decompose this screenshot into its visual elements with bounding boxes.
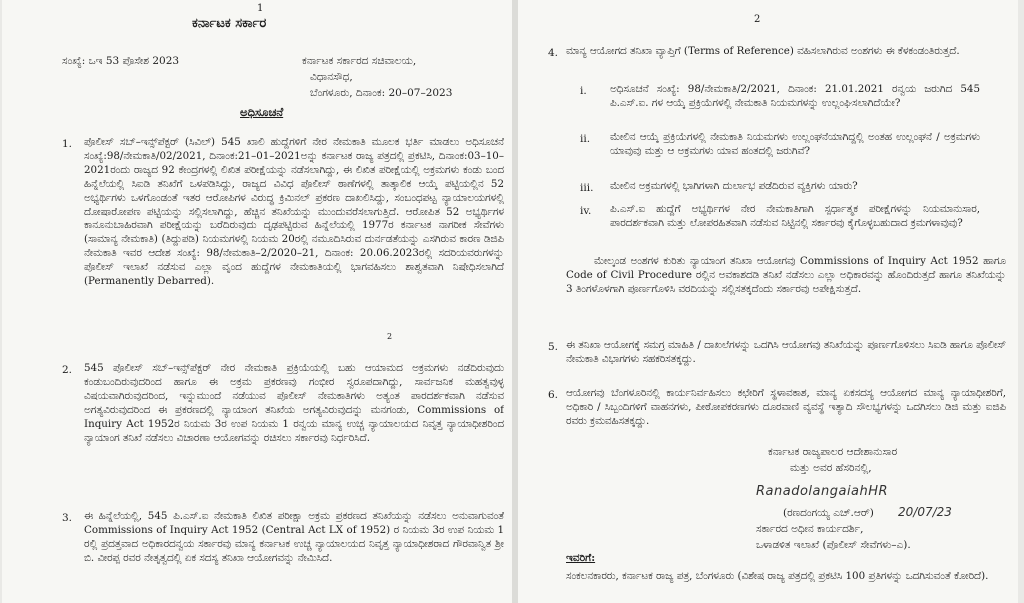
signatory-name: (ರಣದಂಗಯ್ಯ ಎಚ್.ಆರ್) — [783, 507, 874, 519]
paragraph-4-closing: ಮೇಲ್ಕಂಡ ಅಂಶಗಳ ಕುರಿತು ನ್ಯಾಯಾಂಗ ತನಿಖಾ ಆಯೋಗವು Commissions of Inquiry Act 1952 ಹಾಗೂ Code of Civil Procedure ರಲ್ಲಿನ ಅವಕಾಶದಡಿ ತನಿಖೆ ನಡೆಸಲು ಎಲ್ಲಾ ಅಧಿಕಾರವನ್ನು ಹೊಂದಿರುತ್ತದೆ ಹಾಗೂ ತನಿಖೆಯನ್ನು 3 ತಿಂಗಳೊಳಗಾಗಿ ಪೂರ್ಣಗೊಳಿಸಿ ವರದಿಯನ್ನು ಸಲ್ಲಿಸತಕ್ಕದೆಂದು ಸರ್ಕಾರವು ಅಪೇಕ್ಷಿಸುತ್ತದೆ. — [566, 255, 1006, 295]
right-document-page — [518, 0, 1018, 603]
paragraph-1-number: 1. — [62, 138, 73, 150]
address-line-3: ಬೆಂಗಳೂರು, ದಿನಾಂಕ: 20–07–2023 — [310, 87, 453, 99]
paragraph-2-number: 2. — [62, 364, 73, 376]
government-title: ಕರ್ನಾಟಕ ಸರ್ಕಾರ — [192, 16, 267, 31]
paragraph-4-intro: ಮಾನ್ಯ ಆಯೋಗದ ತನಿಖಾ ವ್ಯಾಪ್ತಿಗೆ (Terms of Reference) ವಹಿಸಲಾಗಿರುವ ಅಂಶಗಳು ಈ ಕೆಳಕಂಡಂತಿರುತ್ತದೆ. — [566, 45, 960, 57]
page-number: 1 — [257, 3, 264, 14]
signatory-title: ಸರ್ಕಾರದ ಅಧೀನ ಕಾರ್ಯದರ್ಶಿ, — [756, 523, 864, 535]
paragraph-5-number: 5. — [548, 341, 559, 353]
paragraph-1-text: ಪೊಲೀಸ್ ಸಬ್–ಇನ್ಸ್‌ಪೆಕ್ಟರ್ (ಸಿವಿಲ್) 545 ಖಾಲಿ ಹುದ್ದೆಗಳಿಗೆ ನೇರ ನೇಮಕಾತಿ ಮೂಲಕ ಭರ್ತಿ ಮಾಡಲು ಅಧಿಸೂಚನೆ ಸಂಖ್ಯೆ:98/ನೇಮಕಾತಿ/02/2021, ದಿನಾಂಕ:21–01–2021ಅನ್ನು ಕರ್ನಾಟಕ ರಾಜ್ಯ ಪತ್ರದಲ್ಲಿ ಪ್ರಕಟಿಸಿ, ದಿನಾಂಕ:03–10–2021ರಂದು ರಾಜ್ಯದ 92 ಕೇಂದ್ರಗಳಲ್ಲಿ ಲಿಖಿತ ಪರೀಕ್ಷೆಯನ್ನು ನಡೆಸಲಾಗಿದ್ದು, ಈ ಲಿಖಿತ ಪರೀಕ್ಷೆಯಲ್ಲಿ ಅಕ್ರಮಗಳು ಕಂಡು ಬಂದ ಹಿನ್ನೆಲೆಯಲ್ಲಿ ಸಿಐಡಿ ತನಿಖೆಗೆ ಒಳಪಡಿಸಿದ್ದು, ರಾಜ್ಯದ ವಿವಿಧ ಪೊಲೀಸ್ ಠಾಣೆಗಳಲ್ಲಿ ತಾತ್ಕಾಲಿಕ ಆಯ್ಕೆ ಪಟ್ಟಿಯಲ್ಲಿನ 52 ಅಭ್ಯರ್ಥಿಗಳು ಒಳಗೊಂಡಂತೆ ಇತರ ಆರೋಪಿಗಳ ವಿರುದ್ಧ ಕ್ರಿಮಿನಲ್ ಪ್ರಕರಣ ದಾಖಲಿಸಿದ್ದು, ಸಂಬಂಧಪಟ್ಟ ನ್ಯಾಯಾಲಯಗಳಲ್ಲಿ ದೋಷಾರೋಪಣ ಪಟ್ಟಿಯನ್ನು ಸಲ್ಲಿಸಲಾಗಿದ್ದು, ಹೆಚ್ಚಿನ ತನಿಖೆಯನ್ನು ಮುಂದುವರೆಸಲಾಗುತ್ತಿದೆ. ಆರೋಪಿತ 52 ಅಭ್ಯರ್ಥಿಗಳ ಕಾನೂನುಬಾಹಿರವಾಗಿ ಪರೀಕ್ಷೆಯನ್ನು ಬರೆದಿರುವುದು ದೃಢಪಟ್ಟಿರುವ ಹಿನ್ನೆಲೆಯಲ್ಲಿ 1977ರ ಕರ್ನಾಟಕ ನಾಗರೀಕ ಸೇವೆಗಳು (ಸಾಮಾನ್ಯ ನೇಮಕಾತಿ) (ತಿದ್ದುಪಡಿ) ನಿಯಮಗಳಲ್ಲಿ ನಿಯಮ 20ರಲ್ಲಿ ನಮೂದಿಸಿರುವ ದುರ್ನಡತೆಯನ್ನು ಎಸಗಿರುವ ಕಾರಣ ಡಿಜಿಪಿ ನೇಮಕಾತಿ ಇವರ ಆದೇಶ ಸಂಖ್ಯೆ: 98/ನೇಮಕಾತಿ–2/2020–21, ದಿನಾಂಕ: 20.06.2023ರಲ್ಲಿ ಸದರಿಯವರುಗಳನ್ನು ಪೊಲೀಸ್ ಇಲಾಖೆ ನಡೆಸುವ ಎಲ್ಲಾ ವೃಂದ ಹುದ್ದೆಗಳ ನೇಮಕಾತಿಯಲ್ಲಿ ಭಾಗವಹಿಸಲು ಶಾಶ್ವತವಾಗಿ ನಿಷೇಧಿಸಲಾಗಿದೆ (Permanently Debarred). — [84, 136, 504, 288]
term-3-text: ಮೇಲಿನ ಅಕ್ರಮಗಳಲ್ಲಿ ಭಾಗಿಗಳಾಗಿ ದುರ್ಲಾಭ ಪಡೆದಿರುವ ವ್ಯಕ್ತಿಗಳು ಯಾರು? — [610, 180, 858, 192]
paragraph-6-text: ಆಯೋಗವು ಬೆಂಗಳೂರಿನಲ್ಲಿ ಕಾರ್ಯನಿರ್ವಹಿಸಲು ಕಛೇರಿಗೆ ಸ್ಥಳಾವಕಾಶ, ಮಾನ್ಯ ಏಕಸದಸ್ಯ ಆಯೋಗದ ಮಾನ್ಯ ನ್ಯಾಯಾಧೀಶರಿಗೆ, ಅಧಿಕಾರಿ / ಸಿಬ್ಬಂದಿಗಳಿಗೆ ವಾಹನಗಳು, ಪೀಠೋಪಕರಣಗಳು ದೂರವಾಣಿ ವ್ಯವಸ್ಥೆ ಇತ್ಯಾದಿ ಸೌಲಭ್ಯಗಳನ್ನು ಒದಗಿಸಲು ಡಿಜಿ ಮತ್ತು ಐಜಿಪಿ ರವರು ಕ್ರಮವಹಿಸತಕ್ಕದ್ದು. — [566, 387, 1006, 427]
notification-heading: ಅಧಿಸೂಚನೆ — [240, 105, 284, 119]
term-1-text: ಅಧಿಸೂಚನೆ ಸಂಖ್ಯೆ: 98/ನೇಮಕಾತಿ/2/2021, ದಿನಾಂಕ: 21.01.2021 ರನ್ವಯ ಜರುಗಿದ 545 ಪಿ.ಎಸ್.ಐ. ಗಳ ಆಯ್ಕೆ ಪ್ರಕ್ರಿಯೆಗಳಲ್ಲಿ ನೇಮಕಾತಿ ನಿಯಮಗಳನ್ನು ಉಲ್ಲಂಘಿಸಲಾಗಿದೆಯೇ? — [610, 83, 980, 109]
order-line-1: ಕರ್ನಾಟಕ ರಾಜ್ಯಪಾಲರ ಆದೇಶಾನುಸಾರ — [768, 446, 898, 458]
order-line-2: ಮತ್ತು ಅವರ ಹೆಸರಿನಲ್ಲಿ, — [790, 462, 872, 474]
term-4-text: ಪಿ.ಎಸ್.ಐ ಹುದ್ದೆಗೆ ಅಭ್ಯರ್ಥಿಗಳ ನೇರ ನೇಮಕಾತಿಗಾಗಿ ಸ್ಪರ್ಧಾತ್ಮಕ ಪರೀಕ್ಷೆಗಳನ್ನು ನಿಯಮಾನುಸಾರ, ಪಾರದರ್ಶಕವಾಗಿ ಮತ್ತು ಲೋಪರಹಿತವಾಗಿ ನಡೆಸುವ ನಿಟ್ಟಿನಲ್ಲಿ ಸರ್ಕಾರವು ಕೈಗೊಳ್ಳಬಹುದಾದ ಕ್ರಮಗಳಾವುವು? — [610, 203, 980, 229]
term-2-text: ಮೇಲಿನ ಆಯ್ಕೆ ಪ್ರಕ್ರಿಯೆಗಳಲ್ಲಿ ನೇಮಕಾತಿ ನಿಯಮಗಳು ಉಲ್ಲಂಘನೆಯಾಗಿದ್ದಲ್ಲಿ ಅಂತಹ ಉಲ್ಲಂಘನೆ / ಅಕ್ರಮಗಳು ಯಾವುವು ಮತ್ತು ಆ ಅಕ್ರಮಗಳು ಯಾವ ಹಂತದಲ್ಲಿ ಜರುಗಿವೆ? — [610, 131, 980, 157]
copy-to-heading: ಇವರಿಗೆ: — [566, 552, 596, 564]
paragraph-4-number: 4. — [548, 47, 559, 59]
address-line-2: ವಿಧಾನಸೌಧ, — [310, 71, 353, 83]
paragraph-6-number: 6. — [548, 389, 559, 401]
page-number: 2 — [754, 14, 761, 25]
term-1-number: i. — [580, 85, 587, 97]
term-3-number: iii. — [580, 182, 594, 194]
address-line-1: ಕರ್ನಾಟಕ ಸರ್ಕಾರದ ಸಚಿವಾಲಯ, — [302, 55, 417, 67]
page-marker: 2 — [387, 332, 393, 341]
paragraph-2-text: 545 ಪೊಲೀಸ್ ಸಬ್–ಇನ್ಸ್‌ಪೆಕ್ಟರ್ ನೇರ ನೇಮಕಾತಿ ಪ್ರಕ್ರಿಯೆಯಲ್ಲಿ ಬಹು ಆಯಾಮದ ಅಕ್ರಮಗಳು ನಡೆದಿರುವುದು ಕಂಡುಬಂದಿರುವುದರಿಂದ ಹಾಗೂ ಈ ಅಕ್ರಮ ಪ್ರಕರಣವು ಗಂಭೀರ ಸ್ವರೂಪದಾಗಿದ್ದು, ಸಾರ್ವಜನಿಕ ಮಹತ್ವವುಳ್ಳ ವಿಷಯವಾಗಿರುವುದರಿಂದ, ಇನ್ನುಮುಂದೆ ನಡೆಯುವ ಪೊಲೀಸ್ ನೇಮಕಾತಿಗಳು ಅತ್ಯಂತ ಪಾರದರ್ಶಕವಾಗಿ ನಡೆಸುವ ಅಗತ್ಯವಿರುವುದರಿಂದ ಈ ಪ್ರಕರಣದಲ್ಲಿ ನ್ಯಾಯಾಂಗ ತನಿಖೆಯ ಅಗತ್ಯವಿರುವುದನ್ನು ಮನಗಂಡು, Commissions of Inquiry Act 1952ರ ನಿಯಮ 3ರ ಉಪ ನಿಯಮ 1 ರನ್ವಯ ಮಾನ್ಯ ಉಚ್ಚ ನ್ಯಾಯಾಲಯದ ನಿವೃತ್ತ ನ್ಯಾಯಾಧೀಶರಿಂದ ನ್ಯಾಯಾಂಗ ತನಿಖೆ ನಡೆಸಲು ವಿಚಾರಣಾ ಆಯೋಗವನ್ನು ರಚಿಸಲು ಸರ್ಕಾರವು ನಿರ್ಧರಿಸಿದೆ. — [84, 362, 504, 444]
left-document-page — [2, 0, 512, 603]
paragraph-3-number: 3. — [62, 512, 73, 524]
paragraph-3-text: ಈ ಹಿನ್ನೆಲೆಯಲ್ಲಿ, 545 ಪಿ.ಎಸ್.ಐ ನೇಮಕಾತಿ ಲಿಖಿತ ಪರೀಕ್ಷಾ ಅಕ್ರಮ ಪ್ರಕರಣದ ತನಿಖೆಯನ್ನು ನಡೆಸಲು ಅನುವಾಗುವಂತೆ Commissions of Inquiry Act 1952 (Central Act LX of 1952) ರ ನಿಯಮ 3ರ ಉಪ ನಿಯಮ 1 ರಲ್ಲಿ ಪ್ರದತ್ತವಾದ ಅಧಿಕಾರದನ್ವಯ ಸರ್ಕಾರವು ಮಾನ್ಯ ಕರ್ನಾಟಕ ಉಚ್ಚ ನ್ಯಾಯಾಲಯದ ನಿವೃತ್ತ ನ್ಯಾಯಾಧೀಶರಾದ ಗೌರವಾನ್ವಿತ ಶ್ರೀ ಬಿ. ವೀರಪ್ಪ ರವರ ನೇತೃತ್ವದಲ್ಲಿ ಏಕ ಸದಸ್ಯ ತನಿಖಾ ಆಯೋಗವನ್ನು ನೇಮಿಸಿದೆ. — [84, 510, 504, 564]
copy-to-text: ಸಂಕಲನಕಾರರು, ಕರ್ನಾಟಕ ರಾಜ್ಯ ಪತ್ರ, ಬೆಂಗಳೂರು (ವಿಶೇಷ ರಾಜ್ಯ ಪತ್ರದಲ್ಲಿ ಪ್ರಕಟಿಸಿ 100 ಪ್ರತಿಗಳನ್ನು ಒದಗಿಸುವಂತೆ ಕೋರಿದೆ). — [566, 570, 989, 582]
term-2-number: ii. — [580, 133, 591, 145]
paragraph-5-text: ಈ ತನಿಖಾ ಆಯೋಗಕ್ಕೆ ಸಮಗ್ರ ಮಾಹಿತಿ / ದಾಖಲೆಗಳನ್ನು ಒದಗಿಸಿ ಆಯೋಗವು ತನಿಖೆಯನ್ನು ಪೂರ್ಣಗೊಳಿಸಲು ಸಿಐಡಿ ಹಾಗೂ ಪೊಲೀಸ್ ನೇಮಕಾತಿ ವಿಭಾಗಗಳು ಸಹಕರಿಸತಕ್ಕದ್ದು. — [566, 339, 1006, 365]
term-4-number: iv. — [580, 205, 592, 217]
signature-date: 20/07/23 — [898, 505, 952, 519]
signature: RanadolangaiahHR — [756, 484, 889, 499]
signatory-department: ಒಳಾಡಳಿತ ಇಲಾಖೆ (ಪೊಲೀಸ್ ಸೇವೆಗಳು–ಎ). — [756, 539, 911, 551]
order-number: ಸಂಖ್ಯೆ: ಒಇ 53 ಪೊಸೇಶ 2023 — [62, 55, 180, 67]
